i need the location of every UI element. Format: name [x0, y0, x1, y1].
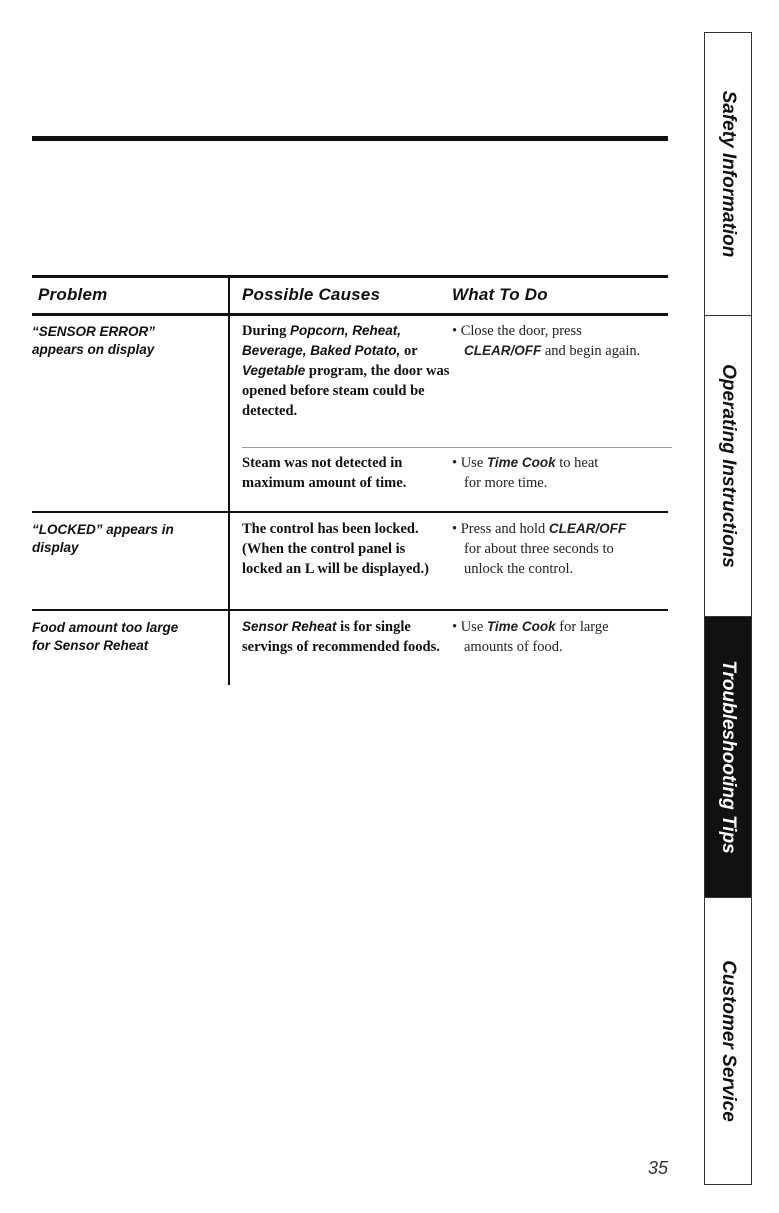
problem-line: “LOCKED” appears in	[32, 522, 174, 537]
todo-large-amounts	[452, 617, 672, 657]
todo-close-door	[452, 321, 672, 361]
cause-door-opened	[242, 321, 452, 421]
todo-text: for more time.	[464, 475, 548, 491]
cause-sensor-reheat	[242, 617, 447, 657]
tab-operating-instructions[interactable]	[705, 316, 751, 617]
clear-off-key: CLEAR/OFF	[548, 521, 627, 536]
todo-text: and begin again.	[541, 343, 641, 359]
header-possible-causes: Possible Causes	[242, 285, 381, 304]
column-divider	[228, 275, 230, 685]
todo-text: for about three seconds to	[464, 541, 614, 557]
todo-text: • Press and hold	[452, 521, 549, 537]
todo-text: • Use	[452, 619, 487, 635]
todo-text: for large	[555, 619, 609, 635]
problem-line: Food amount too large	[32, 620, 179, 635]
sensor-reheat-key: Sensor Reheat	[242, 619, 337, 634]
cause-text: Steam was not detected in maximum amount of time.	[242, 455, 407, 491]
tab-label: Customer Service	[718, 959, 739, 1122]
tab-customer-service[interactable]	[705, 898, 751, 1183]
problem-line: for Sensor Reheat	[32, 638, 149, 653]
cause-steam-not-detected	[242, 453, 442, 493]
header-what-to-do: What To Do	[452, 285, 548, 304]
program-name: Vegetable	[242, 363, 306, 378]
sub-rule	[242, 447, 672, 448]
tab-safety-information[interactable]	[705, 33, 751, 316]
header-top-rule	[32, 275, 668, 278]
time-cook-key: Time Cook	[486, 619, 556, 634]
problem-line: appears on display	[32, 342, 155, 357]
cause-text: is for single servings of recommended foods.	[242, 619, 440, 655]
cause-text: During	[242, 323, 290, 339]
problem-locked	[32, 521, 217, 557]
todo-use-time-cook	[452, 453, 672, 493]
tab-label: Safety Information	[718, 90, 739, 258]
problem-line: “SENSOR ERROR”	[32, 324, 156, 339]
problem-sensor-error	[32, 323, 217, 359]
program-name: Beverage, Baked Potato,	[242, 343, 401, 358]
cause-text: The control has been locked. (When the control panel is locked an L will be displayed.)	[242, 521, 429, 577]
todo-text: unlock the control.	[464, 561, 574, 577]
todo-text: to heat	[555, 455, 599, 471]
problem-line: display	[32, 540, 79, 555]
side-tab-bar	[704, 32, 752, 1185]
problem-food-amount	[32, 619, 217, 655]
todo-text: • Use	[452, 455, 487, 471]
tab-label: Operating Instructions	[718, 364, 739, 568]
row-rule	[32, 609, 668, 611]
todo-text: • Close the door, press	[452, 323, 582, 339]
tab-troubleshooting-tips[interactable]	[705, 617, 751, 898]
todo-text: amounts of food.	[464, 639, 563, 655]
row-rule	[32, 511, 668, 513]
clear-off-key: CLEAR/OFF	[464, 343, 542, 358]
page-number: 35	[648, 1158, 669, 1178]
tab-label: Troubleshooting Tips	[718, 660, 739, 854]
top-rule	[32, 136, 668, 141]
header-problem: Problem	[38, 285, 108, 304]
header-bottom-rule	[32, 313, 668, 316]
todo-unlock-control	[452, 519, 672, 579]
time-cook-key: Time Cook	[486, 455, 556, 470]
cause-text: program, the door was opened before steam could be detected.	[242, 363, 450, 419]
program-name: Popcorn, Reheat,	[289, 323, 401, 338]
cause-control-locked	[242, 519, 447, 579]
cause-text: or	[400, 343, 418, 359]
